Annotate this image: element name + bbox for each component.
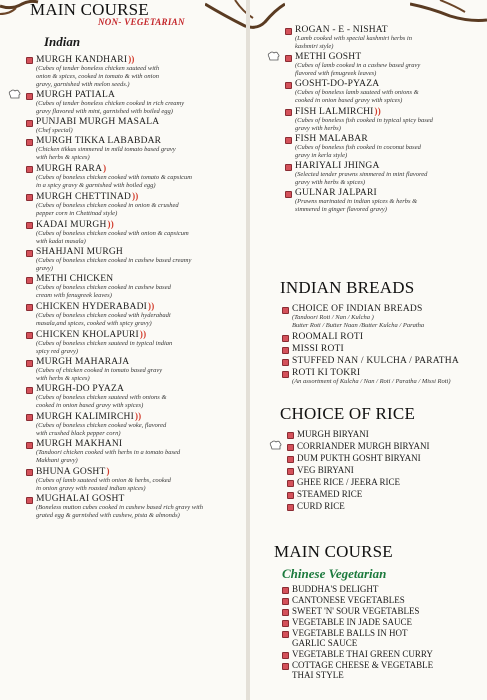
item-name-text: COTTAGE CHEESE & VEGETABLE bbox=[292, 660, 434, 670]
item-name-text: GHEE RICE / JEERA RICE bbox=[297, 477, 400, 487]
menu-item bbox=[24, 136, 246, 162]
item-name bbox=[297, 453, 487, 463]
menu-item bbox=[24, 329, 246, 356]
item-description: simmered in ginger flavored gravy) bbox=[295, 206, 387, 213]
rice-heading: CHOICE OF RICE bbox=[280, 404, 416, 423]
item-name bbox=[36, 357, 246, 367]
item-description: (Cubes of boneless chicken cooked in cashew based creamy bbox=[36, 257, 192, 264]
item-name-text: CURD RICE bbox=[297, 501, 345, 511]
bullet-marker bbox=[285, 82, 292, 89]
item-name-text: CHICKEN HYDERABADI bbox=[36, 302, 147, 312]
menu-item bbox=[280, 628, 487, 648]
item-name bbox=[36, 90, 246, 100]
bullet-marker bbox=[287, 480, 294, 487]
menu-item bbox=[24, 163, 246, 190]
bullet-marker bbox=[26, 57, 33, 64]
bullet-marker bbox=[26, 387, 33, 394]
item-name-text: BUDDHA'S DELIGHT bbox=[292, 584, 379, 594]
spicy-indicator: )) bbox=[132, 191, 139, 201]
item-description: (Cubes of boneless fish cooked in coconut based bbox=[295, 144, 421, 151]
item-name bbox=[36, 191, 246, 202]
item-description: gravy) bbox=[36, 265, 53, 272]
bullet-marker bbox=[26, 332, 33, 339]
menu-item bbox=[280, 649, 487, 659]
item-description: (Cubes of boneless chicken cooked with onion & capsicum bbox=[36, 230, 189, 237]
spicy-indicator: )) bbox=[148, 301, 155, 311]
item-name-text: MURGH KALIMIRCHI bbox=[36, 412, 134, 422]
chef-hat-icon bbox=[8, 89, 21, 99]
item-name-text: METHI CHICKEN bbox=[36, 274, 114, 284]
item-description: (Chicken tikkas simmered in mild tomato based gravy bbox=[36, 146, 176, 153]
item-name bbox=[297, 441, 487, 451]
bullet-marker bbox=[285, 28, 292, 35]
item-name-text: MURGH TIKKA LABABDAR bbox=[36, 136, 162, 146]
spicy-indicator: )) bbox=[107, 219, 114, 229]
bullet-marker bbox=[26, 250, 33, 257]
item-description: masala,and spices, cooked with spicy gravy) bbox=[36, 320, 152, 327]
item-name bbox=[36, 384, 246, 394]
menu-item bbox=[280, 304, 487, 330]
left-item-list bbox=[24, 54, 246, 521]
menu-item bbox=[24, 219, 246, 246]
item-description: (Cubes of boneless chicken cooked in cashew based bbox=[36, 284, 171, 291]
menu-item bbox=[280, 344, 487, 354]
bullet-marker bbox=[282, 598, 289, 605]
item-description: (Chef special) bbox=[36, 127, 73, 134]
item-description: (Cubes of boneless chicken cooked in onion & crushed bbox=[36, 202, 179, 209]
item-name bbox=[295, 161, 487, 171]
item-name-text: CANTONESE VEGETABLES bbox=[292, 595, 405, 605]
item-name bbox=[292, 660, 487, 670]
item-name bbox=[295, 188, 487, 198]
item-description: (Cubes of chicken cooked in tomato based gravy bbox=[36, 367, 163, 374]
item-name-text: MURGH MAKHANI bbox=[36, 439, 123, 449]
menu-item bbox=[24, 274, 246, 300]
item-name bbox=[292, 304, 487, 314]
menu-item bbox=[283, 52, 487, 78]
item-description: spicy red gravy) bbox=[36, 348, 78, 355]
bullet-marker bbox=[285, 164, 292, 171]
menu-item bbox=[24, 494, 246, 520]
item-name-text: VEGETABLE BALLS IN HOT bbox=[292, 628, 408, 638]
menu-item bbox=[280, 584, 487, 594]
column-divider bbox=[246, 0, 250, 700]
spicy-indicator: ) bbox=[103, 163, 107, 173]
bullet-marker bbox=[282, 307, 289, 314]
item-description: (Cubes of boneless chicken cooked with tomato & capsicum bbox=[36, 174, 192, 181]
item-name bbox=[292, 595, 487, 605]
item-description: cream with fenugreek leaves) bbox=[36, 292, 112, 299]
item-name bbox=[295, 52, 487, 62]
left-category: Indian bbox=[44, 34, 81, 49]
menu-item bbox=[24, 384, 246, 410]
chinese-heading: MAIN COURSE bbox=[274, 542, 393, 561]
item-name bbox=[292, 356, 487, 366]
bullet-marker bbox=[282, 663, 289, 670]
item-name bbox=[36, 54, 246, 65]
item-description: (Cubes of boneless lamb sauteed with onions & bbox=[295, 89, 419, 96]
item-description: gravy flavored with mint, garnished with boiled egg) bbox=[36, 108, 173, 115]
item-name-text: MURGH PATIALA bbox=[36, 90, 116, 100]
bullet-marker bbox=[287, 468, 294, 475]
chef-hat-icon bbox=[267, 51, 280, 61]
item-description: (Tandoori Roti / Nan / Kulcha ) bbox=[292, 314, 374, 321]
item-name bbox=[292, 617, 487, 627]
left-subheading: NON- VEGETARIAN bbox=[98, 17, 185, 27]
item-description: (Cubes of boneless chicken cooked with hyderabadi bbox=[36, 312, 171, 319]
item-name bbox=[36, 117, 246, 127]
bullet-marker bbox=[282, 335, 289, 342]
breads-item-list bbox=[280, 304, 487, 388]
item-name bbox=[292, 332, 487, 342]
item-name bbox=[36, 329, 246, 340]
item-name bbox=[297, 465, 487, 475]
bullet-marker bbox=[26, 469, 33, 476]
item-name-text: MURGH RARA bbox=[36, 164, 103, 174]
item-description: with crushed black pepper corn) bbox=[36, 430, 121, 437]
item-name-text: MURGH-DO PYAZA bbox=[36, 384, 125, 394]
menu-item bbox=[280, 332, 487, 342]
item-description: (Prawns marinated in indian spices & herbs & bbox=[295, 198, 418, 205]
item-description: (Cubes of tender boneless chicken cooked in rich creamy bbox=[36, 100, 185, 107]
bullet-marker bbox=[26, 194, 33, 201]
menu-item bbox=[285, 477, 487, 487]
item-description: (Selected tender prawns simmered in mint flavored bbox=[295, 171, 428, 178]
item-name-text: METHI GOSHT bbox=[295, 52, 362, 62]
bullet-marker bbox=[282, 359, 289, 366]
item-name-continued: THAI STYLE bbox=[292, 670, 344, 680]
bullet-marker bbox=[26, 277, 33, 284]
item-name-text: ROTI KI TOKRI bbox=[292, 368, 361, 378]
item-name-text: VEG BIRYANI bbox=[297, 465, 354, 475]
item-name-text: ROOMALI ROTI bbox=[292, 332, 364, 342]
menu-item bbox=[280, 660, 487, 680]
item-name-text: GULNAR JALPARI bbox=[295, 188, 377, 198]
item-description: with kadai masala) bbox=[36, 238, 86, 245]
item-description: (Cubes of boneless chicken cooked woke, flavored bbox=[36, 422, 167, 429]
chef-hat-icon bbox=[269, 440, 282, 450]
bullet-marker bbox=[287, 492, 294, 499]
branch-decoration-center bbox=[205, 0, 285, 34]
item-name bbox=[295, 106, 487, 117]
item-name-text: DUM PUKTH GOSHT BIRYANI bbox=[297, 453, 421, 463]
item-name-text: MURGH BIRYANI bbox=[297, 429, 369, 439]
item-name-text: CHICKEN KHOLAPURI bbox=[36, 330, 139, 340]
item-description: (Tandoori chicken cooked with herbs in a tomato based bbox=[36, 449, 181, 456]
bullet-marker bbox=[26, 93, 33, 100]
menu-item bbox=[280, 356, 487, 366]
menu-item bbox=[283, 188, 487, 214]
menu-item bbox=[285, 489, 487, 499]
item-description: flavored with fenugreek leaves) bbox=[295, 70, 377, 77]
bullet-marker bbox=[26, 120, 33, 127]
item-name-text: ROGAN - E - NISHAT bbox=[295, 25, 388, 35]
menu-item bbox=[280, 606, 487, 616]
item-name-text: MURGH KANDHARI bbox=[36, 55, 128, 65]
bullet-marker bbox=[287, 444, 294, 451]
chinese-subheading: Chinese Vegetarian bbox=[282, 566, 387, 581]
menu-item bbox=[280, 595, 487, 605]
item-name bbox=[295, 134, 487, 144]
spicy-indicator: )) bbox=[139, 329, 147, 339]
bullet-marker bbox=[26, 166, 33, 173]
item-name bbox=[36, 136, 246, 146]
item-description: gravy in kerla style) bbox=[295, 152, 348, 159]
menu-item bbox=[285, 453, 487, 463]
spicy-indicator: )) bbox=[134, 411, 142, 421]
bullet-marker bbox=[285, 137, 292, 144]
menu-item bbox=[285, 441, 487, 451]
item-name-text: KADAI MURGH bbox=[36, 220, 107, 230]
item-description: (Cubes of boneless chicken sauteed with onions & bbox=[36, 394, 167, 401]
item-name bbox=[36, 247, 246, 257]
spicy-indicator: ) bbox=[106, 466, 110, 476]
bullet-marker bbox=[285, 109, 292, 116]
menu-item bbox=[280, 368, 487, 386]
bullet-marker bbox=[26, 414, 33, 421]
item-name bbox=[292, 584, 487, 594]
menu-item bbox=[285, 429, 487, 439]
item-name bbox=[36, 439, 246, 449]
rice-item-list bbox=[285, 429, 487, 513]
item-description: (Lamb cooked with special kashmiri herbs in bbox=[295, 35, 412, 42]
bullet-marker bbox=[285, 55, 292, 62]
item-name-continued: GARLIC SAUCE bbox=[292, 638, 358, 648]
bullet-marker bbox=[282, 609, 289, 616]
right-top-item-list bbox=[283, 25, 487, 215]
bullet-marker bbox=[282, 371, 289, 378]
item-name bbox=[36, 219, 246, 230]
menu-item bbox=[24, 301, 246, 328]
menu-item bbox=[283, 161, 487, 187]
menu-item bbox=[24, 411, 246, 438]
bullet-marker bbox=[282, 347, 289, 354]
menu-item bbox=[285, 501, 487, 511]
menu-item bbox=[283, 79, 487, 105]
item-name bbox=[36, 301, 246, 312]
item-name-text: STUFFED NAN / KULCHA / PARATHA bbox=[292, 356, 459, 366]
item-name bbox=[292, 628, 487, 638]
item-name bbox=[36, 411, 246, 422]
item-description: gravy with herbs & spices) bbox=[295, 179, 366, 186]
item-name-text: STEAMED RICE bbox=[297, 489, 363, 499]
item-description: (Cubes of boneless fish cooked in typical spicy based bbox=[295, 117, 433, 124]
item-description: in a spicy gravy & garnished with boiled egg) bbox=[36, 182, 156, 189]
branch-decoration-right bbox=[410, 0, 487, 26]
item-name bbox=[36, 466, 246, 477]
item-description: (Cubes of lamb sauteed with onion & herbs, cooked bbox=[36, 477, 171, 484]
item-name-text: SHAHJANI MURGH bbox=[36, 247, 123, 257]
item-name bbox=[297, 501, 487, 511]
item-name bbox=[297, 477, 487, 487]
bullet-marker bbox=[285, 191, 292, 198]
item-name-text: FISH MALABAR bbox=[295, 134, 368, 144]
item-name bbox=[36, 494, 246, 504]
item-name-text: MURGH MAHARAJA bbox=[36, 357, 130, 367]
item-name-text: PUNJABI MURGH MASALA bbox=[36, 117, 160, 127]
item-description: grated egg & garnished with cashew, pista & almonds) bbox=[36, 512, 180, 519]
item-name bbox=[295, 79, 487, 89]
item-description: gravy with herbs) bbox=[295, 125, 341, 132]
bullet-marker bbox=[26, 360, 33, 367]
bullet-marker bbox=[287, 504, 294, 511]
item-name bbox=[292, 649, 487, 659]
menu-item bbox=[283, 25, 487, 51]
left-heading: MAIN COURSE bbox=[30, 0, 149, 19]
menu-item bbox=[283, 106, 487, 133]
item-description: gravy, garnished with melon seeds.) bbox=[36, 81, 130, 88]
menu-item bbox=[24, 90, 246, 116]
item-name bbox=[36, 274, 246, 284]
item-description: pepper corn in Chettinad style) bbox=[36, 210, 118, 217]
item-name bbox=[297, 429, 487, 439]
item-description: with herbs & spices) bbox=[36, 154, 90, 161]
item-description: (An assortment of Kulcha / Nan / Roti / Paratha / Missi Roti) bbox=[292, 378, 451, 385]
bullet-marker bbox=[26, 139, 33, 146]
item-name bbox=[292, 344, 487, 354]
menu-item bbox=[280, 617, 487, 627]
menu-item bbox=[24, 247, 246, 273]
breads-heading: INDIAN BREADS bbox=[280, 278, 415, 297]
item-name-text: FISH LALMIRCHI bbox=[295, 107, 374, 117]
item-description: (Cubes of lamb cooked in a cashew based gravy bbox=[295, 62, 421, 69]
item-description: in onion gravy with roasted indian spices) bbox=[36, 485, 146, 492]
item-description: onion & spices, cooked in tomato & with onion bbox=[36, 73, 159, 80]
menu-item bbox=[285, 465, 487, 475]
spicy-indicator: )) bbox=[128, 54, 135, 64]
item-name-text: BHUNA GOSHT bbox=[36, 467, 106, 477]
menu-item bbox=[24, 54, 246, 89]
item-description: kashmiri style) bbox=[295, 43, 334, 50]
bullet-marker bbox=[282, 587, 289, 594]
menu-item bbox=[24, 117, 246, 135]
bullet-marker bbox=[26, 222, 33, 229]
bullet-marker bbox=[287, 432, 294, 439]
menu-item bbox=[24, 466, 246, 493]
item-name bbox=[292, 368, 487, 378]
item-name-text: CHOICE OF INDIAN BREADS bbox=[292, 304, 423, 314]
item-description: (Cubes of boneless chicken sauteed in typical indian bbox=[36, 340, 173, 347]
bullet-marker bbox=[282, 652, 289, 659]
menu-item bbox=[24, 357, 246, 383]
item-description: Butter Roti / Butter Naan /Butter Kulcha / Paratha bbox=[292, 322, 425, 329]
bullet-marker bbox=[26, 497, 33, 504]
item-name-text: VEGETABLE IN JADE SAUCE bbox=[292, 617, 413, 627]
item-name-text: CORRIANDER MURGH BIRYANI bbox=[297, 441, 430, 451]
item-name-text: MURGH CHETTINAD bbox=[36, 192, 132, 202]
item-name bbox=[36, 163, 246, 174]
item-name bbox=[292, 606, 487, 616]
item-description: (Boneless mutton cubes cooked in cashew based rich gravy with bbox=[36, 504, 203, 511]
item-description: with herbs & spices) bbox=[36, 375, 90, 382]
menu-item bbox=[283, 134, 487, 160]
item-description: cooked in onion based gravy with spices) bbox=[36, 402, 144, 409]
item-name-text: SWEET 'N' SOUR VEGETABLES bbox=[292, 606, 420, 616]
item-name-text: MISSI ROTI bbox=[292, 344, 344, 354]
item-description: (Cubes of tender boneless chicken sauteed with bbox=[36, 65, 160, 72]
item-description: Makhani gravy) bbox=[36, 457, 78, 464]
item-name-text: HARIYALI JHINGA bbox=[295, 161, 380, 171]
bullet-marker bbox=[282, 620, 289, 627]
bullet-marker bbox=[287, 456, 294, 463]
menu-item bbox=[24, 191, 246, 218]
item-name-text: GOSHT-DO-PYAZA bbox=[295, 79, 380, 89]
menu-item bbox=[24, 439, 246, 465]
item-description: cooked in onion based gravy with spices) bbox=[295, 97, 403, 104]
chinese-item-list bbox=[280, 584, 487, 681]
item-name-text: MUGHALAI GOSHT bbox=[36, 494, 125, 504]
spicy-indicator: )) bbox=[374, 106, 381, 116]
item-name-text: VEGETABLE THAI GREEN CURRY bbox=[292, 649, 433, 659]
bullet-marker bbox=[26, 442, 33, 449]
bullet-marker bbox=[282, 631, 289, 638]
item-name bbox=[295, 25, 487, 35]
item-name bbox=[297, 489, 487, 499]
bullet-marker bbox=[26, 304, 33, 311]
